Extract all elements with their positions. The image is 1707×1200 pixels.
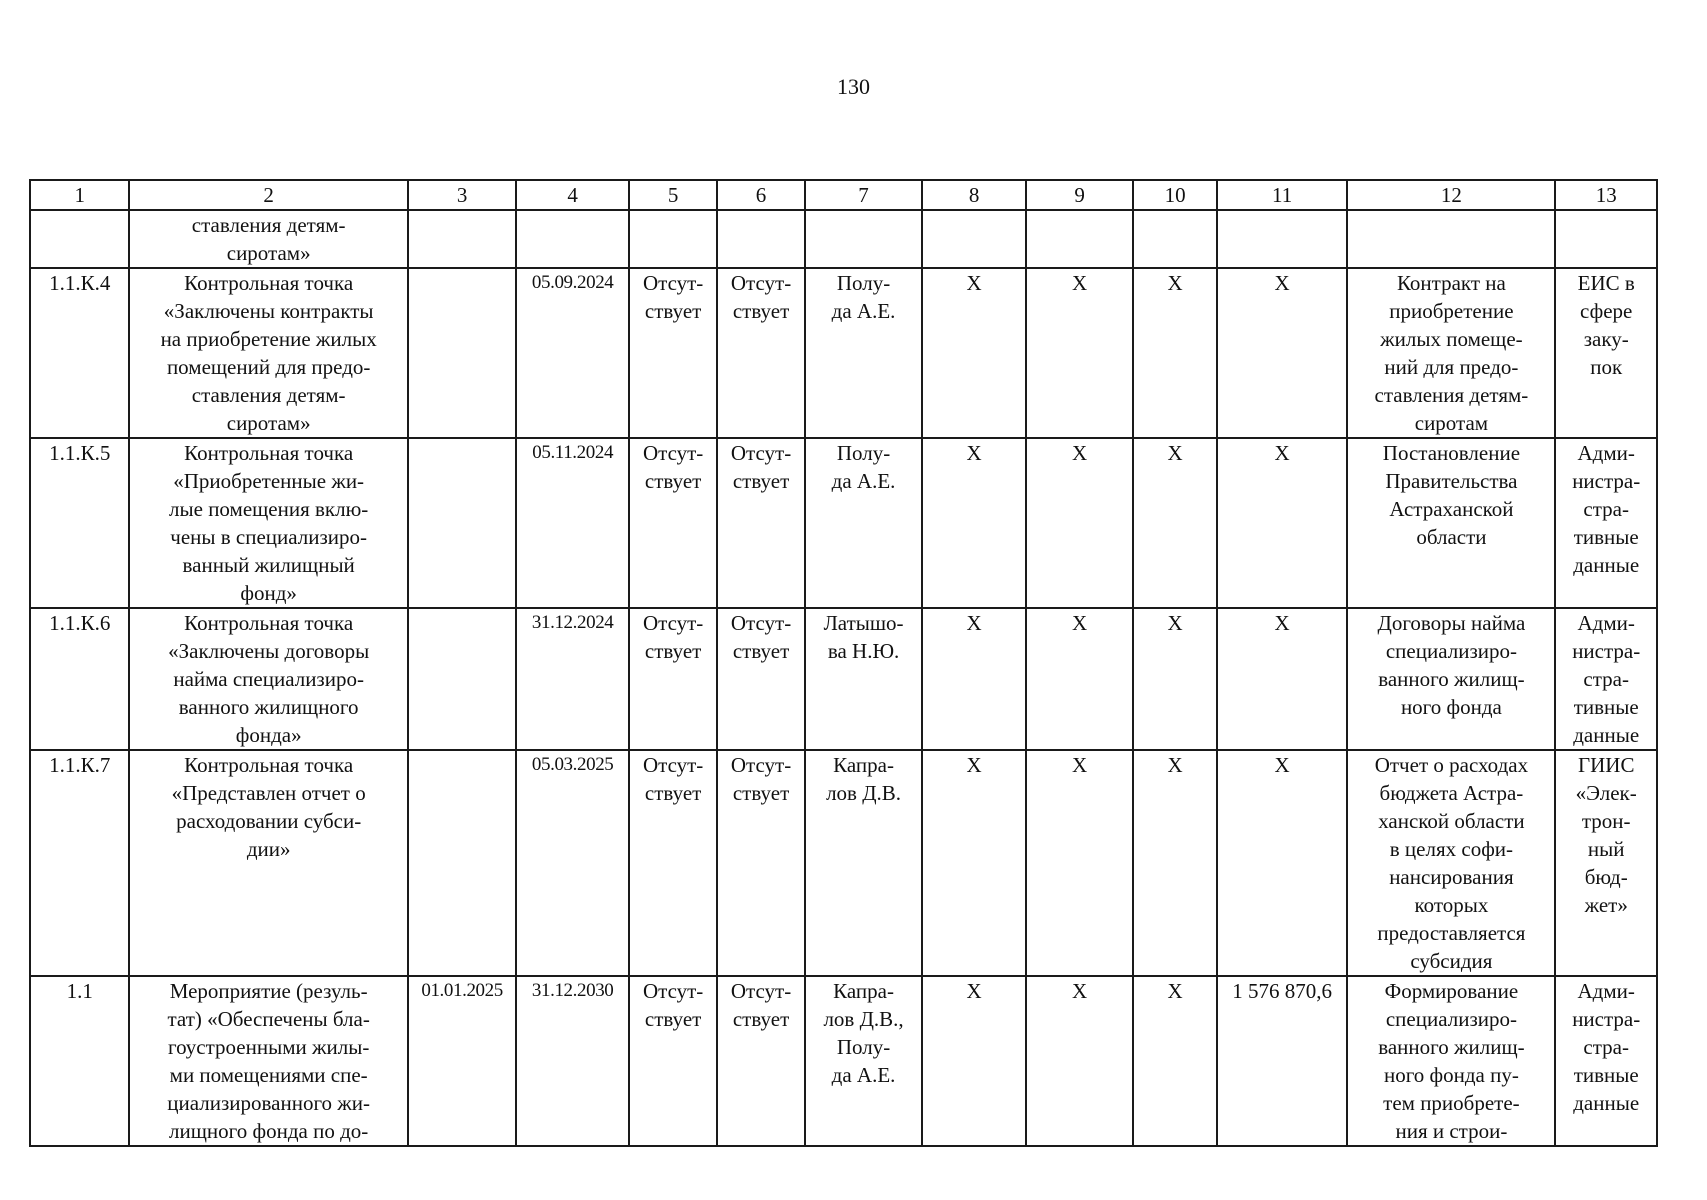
cell-col8: Х xyxy=(922,608,1026,750)
page-number: 130 xyxy=(837,74,870,99)
cell-number xyxy=(30,210,129,268)
cell-col8: Х xyxy=(922,976,1026,1146)
column-number: 4 xyxy=(516,180,629,210)
cell-amount: Х xyxy=(1217,608,1348,750)
cell-amount xyxy=(1217,210,1348,268)
cell-amount: Х xyxy=(1217,438,1348,608)
cell-source: Адми- нистра- стра- тивные данные xyxy=(1555,608,1657,750)
cell-col8: Х xyxy=(922,750,1026,976)
cell-end-date: 31.12.2030 xyxy=(516,976,629,1146)
cell-source xyxy=(1555,210,1657,268)
cell-start-date xyxy=(408,268,517,438)
table-row xyxy=(30,438,1657,608)
cell-responsible: Капра- лов Д.В., Полу- да А.Е. xyxy=(805,976,923,1146)
cell-name: Контрольная точка «Заключены договоры найма специализиро- ванного жилищного фонда» xyxy=(129,608,407,750)
cell-start-date xyxy=(408,438,517,608)
cell-name: ставления детям- сиротам» xyxy=(129,210,407,268)
cell-responsible: Капра- лов Д.В. xyxy=(805,750,923,976)
cell-end-date: 31.12.2024 xyxy=(516,608,629,750)
cell-col10: Х xyxy=(1133,750,1216,976)
cell-start-date xyxy=(408,608,517,750)
cell-end-date: 05.09.2024 xyxy=(516,268,629,438)
column-number: 3 xyxy=(408,180,517,210)
column-number: 9 xyxy=(1026,180,1134,210)
column-number: 12 xyxy=(1347,180,1555,210)
cell-responsible: Полу- да А.Е. xyxy=(805,438,923,608)
cell-col8: Х xyxy=(922,438,1026,608)
cell-start-date xyxy=(408,750,517,976)
column-number: 6 xyxy=(717,180,804,210)
cell-start-date: 01.01.2025 xyxy=(408,976,517,1146)
cell-document xyxy=(1347,210,1555,268)
cell-document: Отчет о расходах бюджета Астра- ханской области в целях софи- нансирования которых предоставляется субсидия xyxy=(1347,750,1555,976)
column-number: 8 xyxy=(922,180,1026,210)
column-number: 13 xyxy=(1555,180,1657,210)
cell-name: Контрольная точка «Заключены контракты на приобретение жилых помещений для предо- ставления детям- сиротам» xyxy=(129,268,407,438)
cell-col6: Отсут- ствует xyxy=(717,438,804,608)
cell-responsible: Латышо- ва Н.Ю. xyxy=(805,608,923,750)
cell-document: Формирование специализиро- ванного жилищ- ного фонда пу- тем приобрете- ния и строи- xyxy=(1347,976,1555,1146)
cell-end-date: 05.11.2024 xyxy=(516,438,629,608)
cell-col5: Отсут- ствует xyxy=(629,976,717,1146)
table-row xyxy=(30,268,1657,438)
column-number-row xyxy=(30,180,1657,210)
cell-col6: Отсут- ствует xyxy=(717,608,804,750)
table-row xyxy=(30,750,1657,976)
column-number: 5 xyxy=(629,180,717,210)
cell-col9: Х xyxy=(1026,976,1134,1146)
cell-start-date xyxy=(408,210,517,268)
column-number: 1 xyxy=(30,180,129,210)
cell-number: 1.1.К.7 xyxy=(30,750,129,976)
cell-name: Контрольная точка «Представлен отчет о расходовании субси- дии» xyxy=(129,750,407,976)
cell-col9: Х xyxy=(1026,608,1134,750)
cell-document: Контракт на приобретение жилых помеще- ний для предо- ставления детям- сиротам xyxy=(1347,268,1555,438)
table-row xyxy=(30,608,1657,750)
cell-col9: Х xyxy=(1026,438,1134,608)
cell-number: 1.1 xyxy=(30,976,129,1146)
column-number: 7 xyxy=(805,180,923,210)
cell-col5 xyxy=(629,210,717,268)
cell-col5: Отсут- ствует xyxy=(629,608,717,750)
table-row xyxy=(30,976,1657,1146)
cell-amount: Х xyxy=(1217,750,1348,976)
cell-col10: Х xyxy=(1133,268,1216,438)
column-number: 10 xyxy=(1133,180,1216,210)
cell-responsible xyxy=(805,210,923,268)
cell-col10 xyxy=(1133,210,1216,268)
cell-col5: Отсут- ствует xyxy=(629,438,717,608)
cell-col6 xyxy=(717,210,804,268)
cell-source: Адми- нистра- стра- тивные данные xyxy=(1555,438,1657,608)
table-row xyxy=(30,210,1657,268)
cell-col10: Х xyxy=(1133,438,1216,608)
cell-col5: Отсут- ствует xyxy=(629,268,717,438)
cell-end-date xyxy=(516,210,629,268)
cell-source: Адми- нистра- стра- тивные данные xyxy=(1555,976,1657,1146)
cell-col9 xyxy=(1026,210,1134,268)
cell-name: Контрольная точка «Приобретенные жи- лые помещения вклю- чены в специализиро- ванный жилищный фонд» xyxy=(129,438,407,608)
cell-document: Договоры найма специализиро- ванного жилищ- ного фонда xyxy=(1347,608,1555,750)
cell-name: Мероприятие (резуль- тат) «Обеспечены бла- гоустроенными жилы- ми помещениями спе- циализированного жи- лищного фонда по до- xyxy=(129,976,407,1146)
cell-number: 1.1.К.4 xyxy=(30,268,129,438)
cell-amount: Х xyxy=(1217,268,1348,438)
cell-col8 xyxy=(922,210,1026,268)
cell-amount: 1 576 870,6 xyxy=(1217,976,1348,1146)
cell-col5: Отсут- ствует xyxy=(629,750,717,976)
cell-document: Постановление Правительства Астраханской области xyxy=(1347,438,1555,608)
cell-col9: Х xyxy=(1026,750,1134,976)
cell-col9: Х xyxy=(1026,268,1134,438)
data-table xyxy=(29,179,1658,1147)
cell-source: ЕИС в сфере заку- пок xyxy=(1555,268,1657,438)
column-number: 11 xyxy=(1217,180,1348,210)
cell-number: 1.1.К.6 xyxy=(30,608,129,750)
cell-number: 1.1.К.5 xyxy=(30,438,129,608)
cell-responsible: Полу- да А.Е. xyxy=(805,268,923,438)
cell-end-date: 05.03.2025 xyxy=(516,750,629,976)
column-number: 2 xyxy=(129,180,407,210)
cell-col6: Отсут- ствует xyxy=(717,976,804,1146)
cell-col6: Отсут- ствует xyxy=(717,268,804,438)
cell-col6: Отсут- ствует xyxy=(717,750,804,976)
cell-col10: Х xyxy=(1133,608,1216,750)
cell-col10: Х xyxy=(1133,976,1216,1146)
cell-col8: Х xyxy=(922,268,1026,438)
cell-source: ГИИС «Элек- трон- ный бюд- жет» xyxy=(1555,750,1657,976)
